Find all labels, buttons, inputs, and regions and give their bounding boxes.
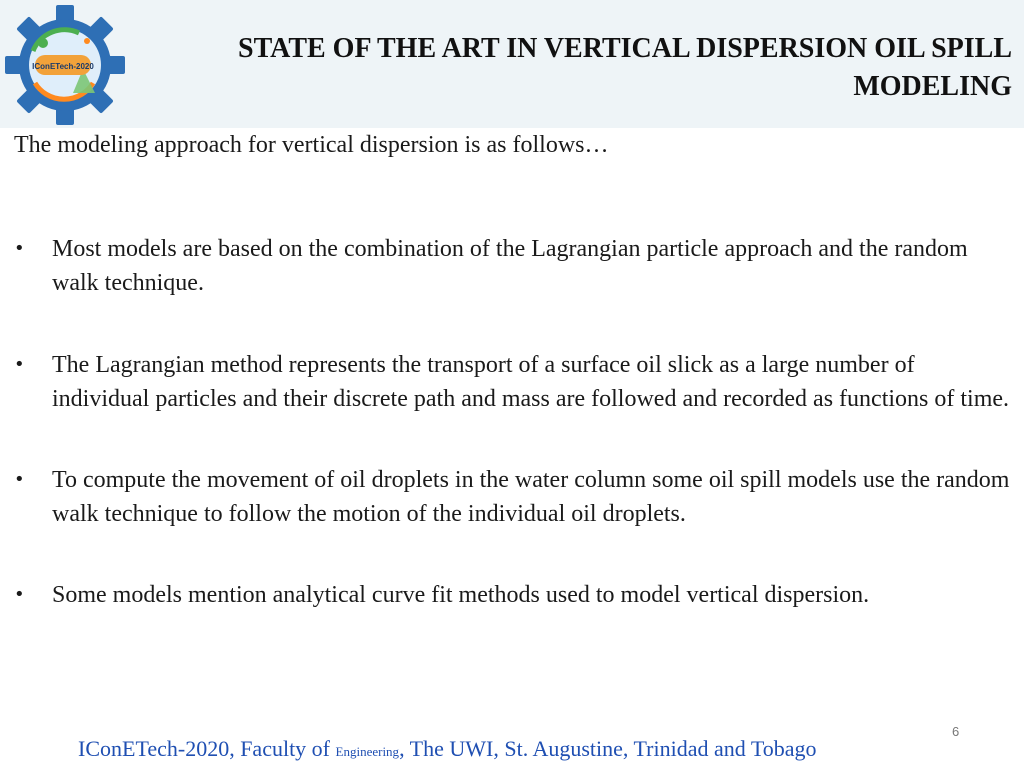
- conference-logo: [4, 4, 126, 126]
- bullet-dot-icon: •: [14, 584, 25, 605]
- bullet-item: [0, 232, 1024, 300]
- bullet-item: [0, 463, 1024, 531]
- bullet-list: [0, 232, 1024, 612]
- slide-title-line-2: MODELING: [853, 71, 1012, 102]
- bullet-dot-icon: •: [14, 469, 25, 490]
- bullet-dot-icon: •: [14, 238, 25, 259]
- footer-part-1: IConETech-2020, Faculty of: [78, 736, 336, 761]
- footer-credit: [78, 734, 817, 767]
- footer-part-2: Engineering: [335, 744, 400, 759]
- bullet-text: To compute the movement of oil droplets in the water column some oil spill models use the random walk technique to follow the motion of the individual oil droplets.: [52, 467, 1010, 527]
- bullet-item: [0, 348, 1024, 416]
- svg-text:IConETech-2020: IConETech-2020: [32, 62, 94, 71]
- slide-title: [132, 30, 1012, 106]
- intro-text: The modeling approach for vertical dispersion is as follows…: [14, 132, 609, 158]
- bullet-dot-icon: •: [14, 354, 25, 375]
- bullet-text: The Lagrangian method represents the transport of a surface oil slick as a large number of individual particles and their discrete path and mass are followed and recorded as functions of time.: [52, 352, 1010, 412]
- slide-title-line-1: STATE OF THE ART IN VERTICAL DISPERSION OIL SPILL: [238, 33, 1012, 64]
- footer-part-3: , The UWI, St. Augustine, Trinidad and Tobago: [399, 736, 817, 761]
- bullet-text: Most models are based on the combination of the Lagrangian particle approach and the random walk technique.: [52, 236, 968, 296]
- bullet-text: Some models mention analytical curve fit methods used to model vertical dispersion.: [52, 582, 870, 608]
- bullet-item: [0, 578, 1024, 612]
- page-number: 6: [952, 724, 960, 739]
